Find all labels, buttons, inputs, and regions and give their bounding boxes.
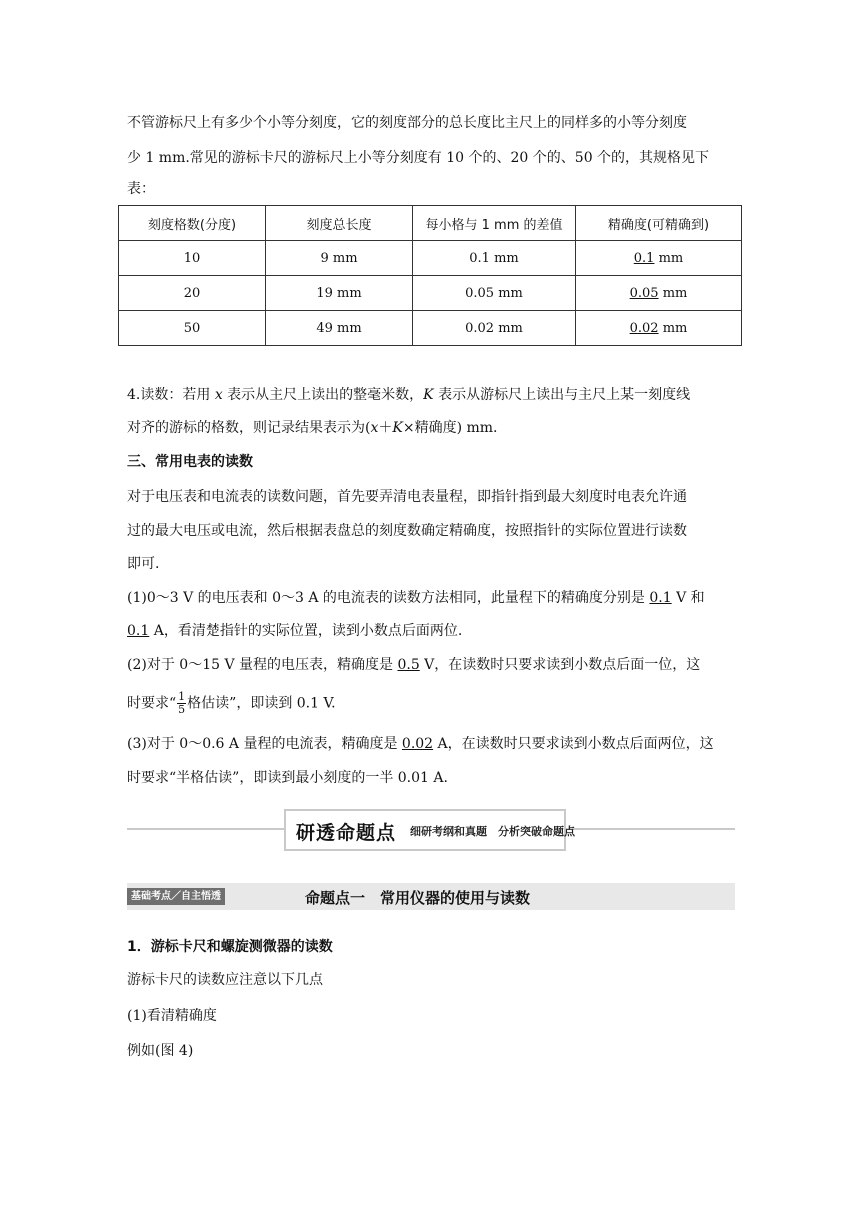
answer-value: 0.1 xyxy=(127,623,150,639)
topic-title: 命题点一 常用仪器的使用与读数 xyxy=(305,889,531,907)
section3-line-1: 对于电压表和电流表的读数问题，首先要弄清电表量程，即指针指到最大刻度时电表允许通 xyxy=(127,489,687,505)
item-3-line-1 xyxy=(127,734,714,754)
reading-text: ＋ xyxy=(378,420,393,436)
header-total-length: 刻度总长度 xyxy=(266,206,413,241)
cell-diff: 0.02 mm xyxy=(413,311,576,346)
item-text: (1)0～3 V 的电压表和 0～3 A 的电流表的读数方法相同，此量程下的精确度分别是 xyxy=(127,590,650,606)
cell-precision xyxy=(576,276,742,311)
reading-line-1 xyxy=(127,385,690,405)
cell-length: 49 mm xyxy=(266,311,413,346)
cell-precision xyxy=(576,241,742,276)
item-1-line-1 xyxy=(127,588,705,608)
cell-diff: 0.05 mm xyxy=(413,276,576,311)
var-k: K xyxy=(392,420,403,436)
answer-value: 0.02 xyxy=(401,736,434,752)
intro-line-1: 不管游标尺上有多少个小等分刻度，它的刻度部分的总长度比主尺上的同样多的小等分刻度 xyxy=(127,115,687,131)
item-text: V 和 xyxy=(671,590,705,606)
section-banner xyxy=(284,809,575,851)
subheading: 1．游标卡尺和螺旋测微器的读数 xyxy=(127,939,333,955)
topic-tag: 基础考点／自主悟透 xyxy=(127,888,225,905)
answer-value: 0.1 xyxy=(649,590,672,606)
reading-text: 对齐的游标的格数，则记录结果表示为( xyxy=(127,420,371,436)
precision-unit: mm xyxy=(658,285,688,301)
var-k: K xyxy=(423,387,434,403)
reading-line-2 xyxy=(127,418,498,438)
cell-divisions: 10 xyxy=(119,241,266,276)
item-text: V，在读数时只要求读到小数点后面一位，这 xyxy=(419,657,701,673)
item-text: 格估读”，即读到 0.1 V. xyxy=(187,695,336,712)
vernier-spec-table xyxy=(118,205,742,346)
section-heading: 三、常用电表的读数 xyxy=(127,454,253,470)
item-3-line-2: 时要求“半格估读”，即读到最小刻度的一半 0.01 A. xyxy=(127,770,448,786)
precision-unit: mm xyxy=(654,250,684,266)
item-1-line-2 xyxy=(127,621,462,641)
cell-diff: 0.1 mm xyxy=(413,241,576,276)
topic-bar xyxy=(127,883,735,910)
fraction-denominator: 5 xyxy=(178,703,186,716)
precision-unit: mm xyxy=(658,320,688,336)
cell-divisions: 20 xyxy=(119,276,266,311)
precision-value: 0.02 xyxy=(629,320,659,336)
item-text: A，在读数时只要求读到小数点后面两位，这 xyxy=(433,736,714,752)
body-line-1: 游标卡尺的读数应注意以下几点 xyxy=(127,972,323,988)
section3-line-2: 过的最大电压或电流，然后根据表盘总的刻度数确定精确度，按照指针的实际位置进行读数 xyxy=(127,523,687,539)
var-x: x xyxy=(370,420,379,436)
section3-line-3: 即可. xyxy=(127,556,160,572)
cell-length: 19 mm xyxy=(266,276,413,311)
item-text: (2)对于 0～15 V 量程的电压表，精确度是 xyxy=(127,657,398,673)
item-text: (3)对于 0～0.6 A 量程的电流表，精确度是 xyxy=(127,736,402,752)
body-line-3: 例如(图 4) xyxy=(127,1043,194,1059)
banner-subtitle: 细研考纲和真题 分析突破命题点 xyxy=(410,825,575,838)
var-x: x xyxy=(214,387,223,403)
reading-text: 表示从游标尺上读出与主尺上某一刻度线 xyxy=(433,387,691,403)
item-text: A，看清楚指针的实际位置，读到小数点后面两位. xyxy=(149,623,463,639)
header-precision: 精确度(可精确到) xyxy=(576,206,742,241)
item-2-line-2 xyxy=(127,691,336,716)
reading-text: 表示从主尺上读出的整毫米数， xyxy=(222,387,424,403)
header-divisions: 刻度格数(分度) xyxy=(119,206,266,241)
table-row xyxy=(119,276,742,311)
reading-text: 4.读数：若用 xyxy=(127,387,215,403)
table-row xyxy=(119,311,742,346)
header-difference: 每小格与 1 mm 的差值 xyxy=(413,206,576,241)
fraction-one-fifth xyxy=(177,691,186,716)
fraction-numerator: 1 xyxy=(178,690,186,703)
reading-text: ×精确度) mm. xyxy=(402,420,498,436)
table-header-row xyxy=(119,206,742,241)
item-2-line-1 xyxy=(127,655,700,675)
cell-precision xyxy=(576,311,742,346)
cell-divisions: 50 xyxy=(119,311,266,346)
precision-value: 0.05 xyxy=(629,285,659,301)
intro-line-3: 表： xyxy=(127,181,155,197)
banner-title: 研透命题点 xyxy=(296,822,397,844)
banner-rule-right xyxy=(562,828,735,830)
body-line-2: (1)看清精确度 xyxy=(127,1008,217,1024)
intro-line-2: 少 1 mm.常见的游标卡尺的游标尺上小等分刻度有 10 个的、20 个的、50 个的，其规格见下 xyxy=(127,150,710,166)
banner-rule-left xyxy=(127,828,284,830)
precision-value: 0.1 xyxy=(633,250,655,266)
table-row xyxy=(119,241,742,276)
item-text: 时要求“ xyxy=(127,695,177,712)
answer-value: 0.5 xyxy=(397,657,420,673)
cell-length: 9 mm xyxy=(266,241,413,276)
